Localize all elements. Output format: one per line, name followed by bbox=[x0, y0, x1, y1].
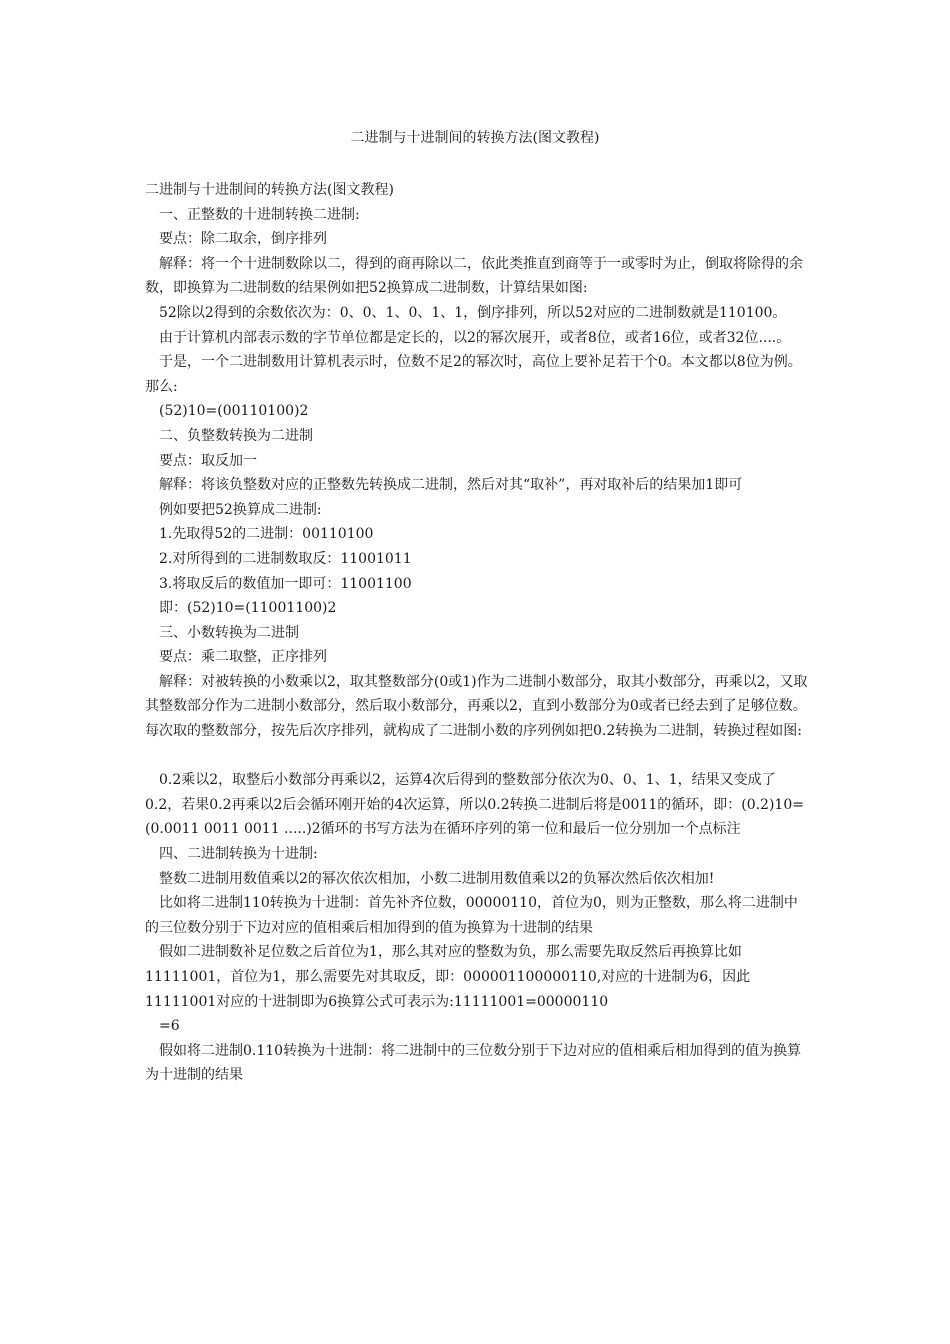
list-item: 2.对所得到的二进制数取反：11001011 bbox=[159, 550, 412, 567]
paragraph: 要点：乘二取整，正序排列 bbox=[159, 649, 327, 666]
paragraph: 0.2乘以2，取整后小数部分再乘以2，运算4次后得到的整数部分依次为0、0、1、1，结果又变成了0.2，若果0.2再乘以2后会循环刚开始的4次运算，所以0.2转换二进制后将是0011的循环，即：(0.2)10=(0.0011 0011 0011 .....)2循环的书写方法为在循环序列的第一位和最后一位分别加一个点标注 bbox=[145, 772, 804, 838]
document-title: 二进制与十进制间的转换方法(图文教程) bbox=[350, 130, 600, 146]
document-body bbox=[145, 178, 810, 1088]
formula-line: 即：(52)10=(11001100)2 bbox=[159, 600, 337, 617]
section-heading-4: 四、二进制转换为十进制: bbox=[159, 846, 318, 863]
paragraph: 由于计算机内部表示数的字节单位都是定长的，以2的幂次展开，或者8位，或者16位，或者32位....。 bbox=[159, 329, 791, 346]
section-heading-2: 二、负整数转换为二进制 bbox=[159, 427, 313, 444]
paragraph: 假如二进制数补足位数之后首位为1，那么其对应的整数为负，那么需要先取反然后再换算比如11111001，首位为1，那么需要先对其取反，即：000001100000110,对应的十进制为6，因此11111001对应的十进制即为6换算公式可表示为:11111001=00000110 bbox=[145, 944, 751, 1010]
paragraph: 52除以2得到的余数依次为：0、0、1、0、1、1，倒序排列，所以52对应的二进制数就是110100。 bbox=[159, 304, 787, 321]
paragraph: 解释：将一个十进制数除以二，得到的商再除以二，依此类推直到商等于一或零时为止，倒取将除得的余数，即换算为二进制数的结果例如把52换算成二进制数，计算结果如图: bbox=[145, 255, 803, 297]
formula-line: (52)10=(00110100)2 bbox=[159, 403, 309, 420]
formula-line: =6 bbox=[159, 1018, 180, 1035]
list-item: 3.将取反后的数值加一即可：11001100 bbox=[159, 575, 412, 592]
paragraph: 比如将二进制110转换为十进制：首先补齐位数，00000110，首位为0，则为正整数，那么将二进制中的三位数分别于下边对应的值相乘后相加得到的值为换算为十进制的结果 bbox=[145, 895, 798, 936]
paragraph: 要点：除二取余，倒序排列 bbox=[159, 231, 327, 248]
list-item: 1.先取得52的二进制：00110100 bbox=[159, 526, 374, 543]
paragraph: 于是，一个二进制数用计算机表示时，位数不足2的幂次时，高位上要补足若干个0。本文都以8位为例。那么: bbox=[145, 354, 802, 395]
paragraph: 整数二进制用数值乘以2的幂次依次相加，小数二进制用数值乘以2的负幂次然后依次相加! bbox=[159, 870, 715, 887]
section-heading-1: 一、正整数的十进制转换二进制: bbox=[159, 206, 360, 223]
paragraph: 要点：取反加一 bbox=[159, 452, 257, 469]
paragraph: 解释：对被转换的小数乘以2，取其整数部分(0或1)作为二进制小数部分，取其小数部分，再乘以2，又取其整数部分作为二进制小数部分，然后取小数部分，再乘以2，直到小数部分为0或者已经去到了足够位数。每次取的整数部分，按先后次序排列，就构成了二进制小数的序列例如把0.2转换为二进制，转换过程如图: bbox=[145, 673, 808, 740]
paragraph: 例如要把52换算成二进制: bbox=[159, 501, 322, 518]
paragraph: 假如将二进制0.110转换为十进制：将二进制中的三位数分别于下边对应的值相乘后相加得到的值为换算为十进制的结果 bbox=[145, 1042, 802, 1084]
paragraph: 解释：将该负整数对应的正整数先转换成二进制，然后对其“取补”，再对取补后的结果加1即可 bbox=[159, 477, 743, 494]
doc-heading: 二进制与十进制间的转换方法(图文教程) bbox=[145, 182, 394, 198]
blank-line bbox=[145, 744, 810, 769]
section-heading-3: 三、小数转换为二进制 bbox=[159, 624, 299, 641]
